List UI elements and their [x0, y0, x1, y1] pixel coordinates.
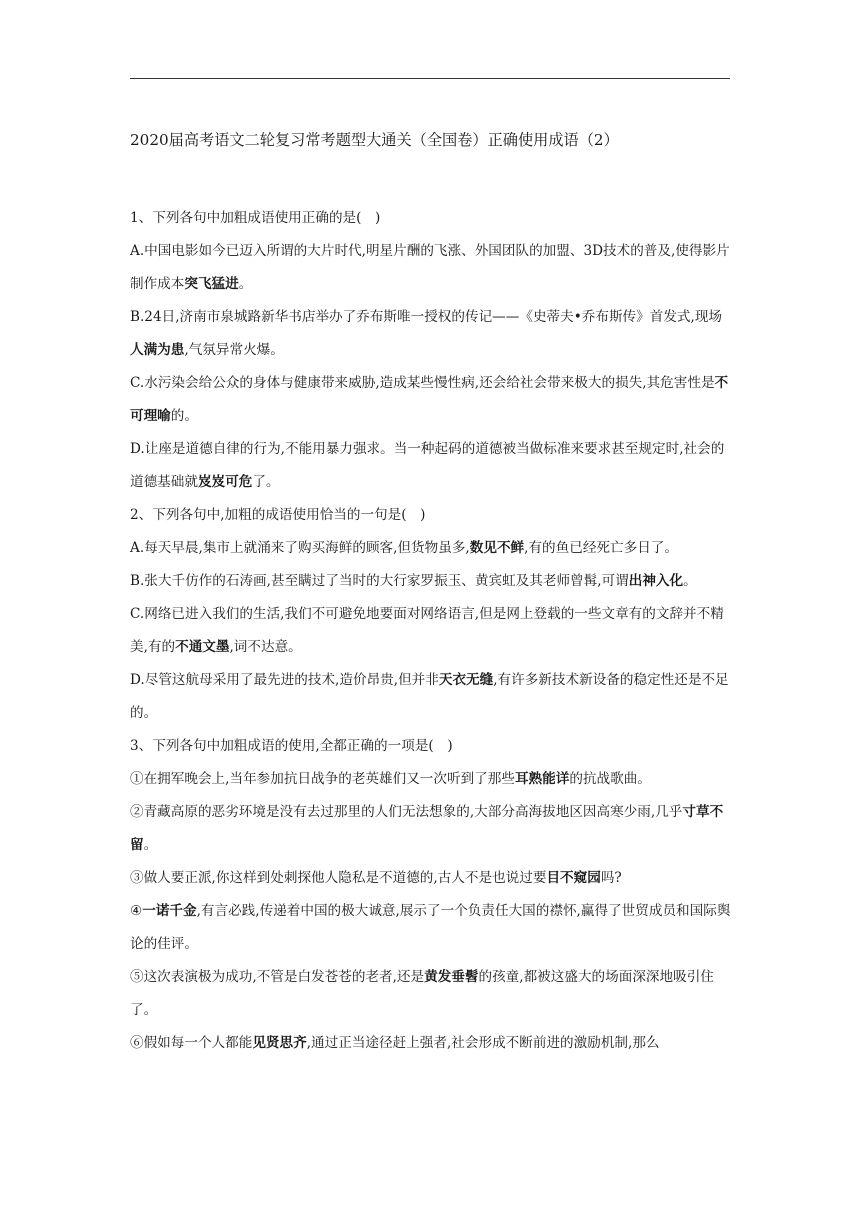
paragraph — [130, 433, 732, 499]
bold-idiom: 耳熟能详 — [514, 771, 570, 787]
paragraph-text: ⑤这次表演极为成功,不管是白发苍苍的老者,还是 — [130, 969, 425, 985]
document-title: 2020届高考语文二轮复习常考题型大通关（全国卷）正确使用成语（2） — [130, 131, 619, 149]
bold-idiom: 目不窥园 — [546, 870, 601, 886]
bold-idiom: 见贤思齐 — [252, 1035, 307, 1051]
document-body — [130, 202, 732, 1060]
paragraph-text: 了。 — [252, 474, 280, 490]
paragraph — [130, 565, 732, 598]
paragraph — [130, 235, 732, 301]
paragraph-text: A.每天早晨,集市上就涌来了购买海鲜的顾客,但货物虽多, — [130, 540, 470, 556]
paragraph-text: 的。 — [170, 408, 198, 424]
bold-idiom: 不可理喻 — [130, 375, 729, 424]
paragraph — [130, 730, 732, 763]
bold-idiom: 天衣无缝 — [438, 672, 494, 688]
bold-idiom: 黄发垂髫 — [424, 969, 479, 985]
paragraph — [130, 664, 732, 730]
paragraph — [130, 1027, 732, 1060]
header-rule — [130, 78, 730, 79]
paragraph-text: ②青藏高原的恶劣环境是没有去过那里的人们无法想象的,大部分高海拔地区因高寒少雨,几乎 — [130, 804, 683, 820]
paragraph — [130, 301, 732, 367]
paragraph-text: 。 — [683, 573, 697, 589]
paragraph-text: ,通过正当途径赶上强者,社会形成不断前进的激励机制,那么 — [306, 1035, 660, 1051]
bold-idiom: 出神入化 — [628, 573, 684, 589]
paragraph-text: D.让座是道德自律的行为,不能用暴力强求。当一种起码的道德被当做标准来要求甚至规定时,社会的道德基础就 — [130, 441, 725, 490]
paragraph-text: ⑥假如每一个人都能 — [130, 1035, 253, 1051]
paragraph — [130, 961, 732, 1027]
paragraph-text: 的孩童,都被这盛大的场面深深地吸引住了。 — [130, 969, 714, 1018]
paragraph — [130, 862, 732, 895]
paragraph-text: 2、下列各句中,加粗的成语使用恰当的一句是( ) — [130, 507, 426, 523]
bold-idiom: 数见不鲜 — [469, 540, 525, 556]
paragraph-text: ,气氛异常火爆。 — [184, 342, 284, 358]
bold-idiom: 人满为患 — [130, 342, 185, 358]
paragraph-text: ,词不达意。 — [229, 639, 302, 655]
paragraph — [130, 499, 732, 532]
paragraph — [130, 763, 732, 796]
paragraph-text: D.尽管这航母采用了最先进的技术,造价昂贵,但并非 — [130, 672, 439, 688]
bold-idiom: 寸草不留 — [130, 804, 724, 853]
bold-idiom: 岌岌可危 — [197, 474, 253, 490]
paragraph-text: C.网络已进入我们的生活,我们不可避免地要面对网络语言,但是网上登载的一些文章有的文辞并不精美,有的 — [130, 606, 724, 655]
paragraph-text: ,有许多新技术新设备的稳定性还是不足的。 — [130, 672, 729, 721]
paragraph-text: 的抗战歌曲。 — [569, 771, 651, 787]
paragraph — [130, 202, 732, 235]
paragraph — [130, 367, 732, 433]
paragraph — [130, 598, 732, 664]
paragraph — [130, 532, 732, 565]
bold-idiom: 一诺千金 — [142, 903, 197, 919]
paragraph-text: ③做人要正派,你这样到处刺探他人隐私是不道德的,古人不是也说过要 — [130, 870, 547, 886]
paragraph-text: B.张大千仿作的石涛画,甚至瞒过了当时的大行家罗振玉、黄宾虹及其老师曾髯,可谓 — [130, 573, 629, 589]
paragraph-text: ,有的鱼已经死亡多日了。 — [524, 540, 678, 556]
bold-idiom: 突飞猛进 — [184, 276, 239, 292]
paragraph — [130, 895, 732, 961]
paragraph — [130, 796, 732, 862]
paragraph-text: B.24日,济南市泉城路新华书店举办了乔布斯唯一授权的传记——《史蒂夫•乔布斯传》首发式,现场 — [130, 309, 723, 325]
paragraph-text: A.中国电影如今已迈入所谓的大片时代,明星片酬的飞涨、外国团队的加盟、3D技术的普及,使得影片制作成本 — [130, 243, 730, 292]
paragraph-text: 1、下列各句中加粗成语使用正确的是( ) — [130, 210, 381, 226]
paragraph-text: ④ — [130, 903, 143, 919]
paragraph-text: 。 — [143, 837, 158, 853]
paragraph-text: 3、下列各句中加粗成语的使用,全都正确的一项是( ) — [130, 738, 453, 754]
paragraph-text: C.水污染会给公众的身体与健康带来威胁,造成某些慢性病,还会给社会带来极大的损失,其危害性是 — [130, 375, 715, 391]
bold-idiom: 不通文墨 — [175, 639, 230, 655]
paragraph-text: 吗? — [600, 870, 622, 886]
paragraph-text: ,有言必践,传递着中国的极大诚意,展示了一个负责任大国的襟怀,赢得了世贸成员和国际舆论的佳评。 — [130, 903, 731, 952]
paragraph-text: 。 — [238, 276, 253, 292]
paragraph-text: ①在拥军晚会上,当年参加抗日战争的老英雄们又一次听到了那些 — [130, 771, 515, 787]
